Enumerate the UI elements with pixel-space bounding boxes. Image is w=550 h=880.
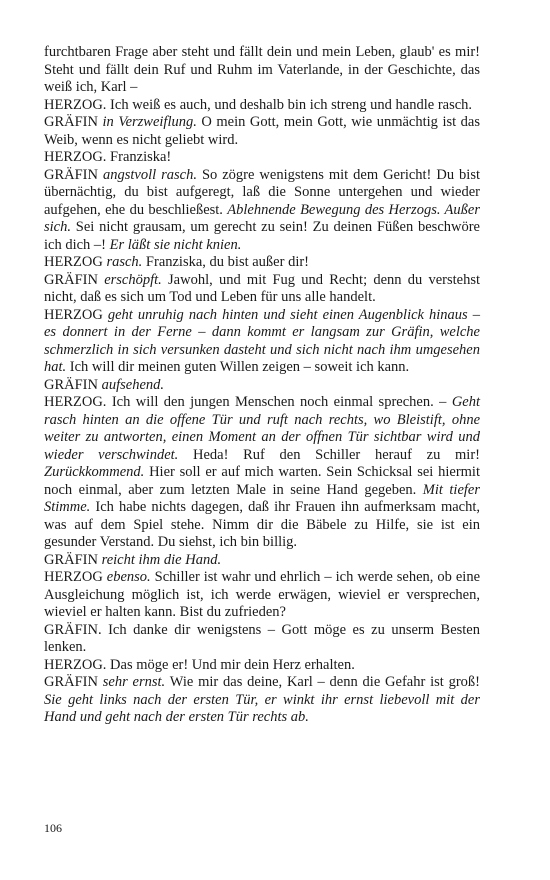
dialogue-text: Ich will dir meinen guten Willen zeigen – soweit ich kann. bbox=[66, 359, 410, 375]
stage-direction: erschöpft. bbox=[104, 271, 162, 288]
dialogue-text: HERZOG bbox=[44, 306, 108, 323]
dialogue-paragraph bbox=[44, 254, 480, 272]
dialogue-text: Heda! Ruf den Schiller herauf zu mir! bbox=[178, 446, 480, 463]
dialogue-text: GRÄFIN bbox=[44, 674, 103, 690]
dialogue-text: So zögre wenigstens mit dem Gericht! Du bist übernächtig, du bist aufgeregt, laß die Sonne untergehen und wieder aufgehen, ehe du beschließest. bbox=[44, 166, 481, 218]
stage-direction: Geht rasch hinten an die offene Tür und ruft nach rechts, wo Bleistift, ohne weiter zu antworten, einen Moment an der offnen Tür sichtbar wird und wieder verschwindet. bbox=[44, 394, 480, 463]
stage-direction: aufsehend. bbox=[101, 376, 165, 393]
dialogue-paragraph bbox=[44, 674, 480, 727]
dialogue-text: HERZOG. Franziska! bbox=[44, 149, 172, 165]
dialogue-paragraph bbox=[44, 97, 480, 115]
dialogue-text: Franziska, du bist außer dir! bbox=[142, 254, 310, 270]
dialogue-text: furchtbaren Frage aber steht und fällt dein und mein Leben, glaub' es mir! Steht und fällt dein Ruf und Ruhm im Vaterlande, in der Geschichte, das weiß ich, Karl – bbox=[44, 44, 480, 95]
dialogue-text: O mein Gott, mein Gott, wie unmächtig ist das Weib, wenn es nicht geliebt wird. bbox=[44, 114, 480, 148]
drama-text-block bbox=[44, 44, 480, 727]
dialogue-text: GRÄFIN bbox=[44, 376, 102, 393]
dialogue-text: HERZOG. Ich will den jungen Menschen noch einmal sprechen. – bbox=[44, 394, 452, 410]
stage-direction: reicht ihm die Hand. bbox=[101, 551, 222, 568]
dialogue-paragraph bbox=[44, 272, 480, 307]
dialogue-text: GRÄFIN bbox=[44, 551, 102, 568]
stage-direction: Sie geht links nach der ersten Tür, er winkt ihr ernst liebevoll mit der Hand und geht nach der ersten Tür rechts ab. bbox=[44, 691, 480, 725]
stage-direction: in Verzweiflung. bbox=[102, 114, 197, 130]
dialogue-paragraph bbox=[44, 657, 480, 675]
dialogue-paragraph bbox=[44, 114, 480, 149]
dialogue-paragraph bbox=[44, 44, 480, 97]
dialogue-paragraph bbox=[44, 552, 480, 570]
stage-direction: Er läßt sie nicht knien. bbox=[109, 236, 242, 253]
dialogue-paragraph bbox=[44, 307, 480, 377]
dialogue-paragraph bbox=[44, 569, 480, 622]
dialogue-paragraph bbox=[44, 622, 480, 657]
dialogue-text: Wie mir das deine, Karl – denn die Gefahr ist groß! bbox=[165, 674, 480, 690]
dialogue-paragraph bbox=[44, 167, 480, 255]
stage-direction: sehr ernst. bbox=[102, 674, 166, 690]
dialogue-text: Sei nicht grausam, um gerecht zu sein! Zu deinen Füßen beschwöre ich dich –! bbox=[44, 219, 480, 253]
stage-direction: rasch. bbox=[106, 254, 143, 270]
dialogue-text: GRÄFIN bbox=[44, 271, 105, 288]
page-number: 106 bbox=[44, 821, 62, 835]
dialogue-text: Ich habe nichts dagegen, daß ihr Frauen ihn aufmerksam macht, was auf dem Spiel stehe. Nimm dir die Bäbele zu Hilfe, sie ist ein gesunder Verstand. Du siehst, ich bin billig. bbox=[44, 499, 480, 550]
dialogue-text: GRÄFIN bbox=[44, 114, 103, 130]
stage-direction: Zurückkommend. bbox=[44, 464, 145, 480]
dialogue-text: Jawohl, und mit Fug und Recht; denn du verstehst nicht, daß es sich um Tod und Leben für uns alle handelt. bbox=[44, 271, 480, 305]
dialogue-text: HERZOG. Das möge er! Und mir dein Herz erhalten. bbox=[44, 656, 355, 673]
dialogue-paragraph bbox=[44, 149, 480, 167]
stage-direction: angstvoll rasch. bbox=[102, 166, 197, 183]
dialogue-text: GRÄFIN. Ich danke dir wenigstens – Gott möge es zu unserm Besten lenken. bbox=[44, 621, 480, 655]
dialogue-text: HERZOG bbox=[44, 569, 107, 585]
dialogue-text: HERZOG. Ich weiß es auch, und deshalb bin ich streng und handle rasch. bbox=[44, 96, 473, 113]
stage-direction: Mit tiefer Stimme. bbox=[44, 481, 480, 515]
stage-direction: geht unruhig nach hinten und sieht einen Augenblick hinaus – es donnert in der Ferne – dann kommt er langsam zur Gräfin, welche schmerzlich in sich versunken dasteht und sich nicht nach ihm umgesehen hat. bbox=[44, 306, 480, 375]
dialogue-text: Hier soll er auf mich warten. Sein Schicksal sei hiermit noch einmal, aber zum letzten Male in seine Hand gegeben. bbox=[44, 464, 480, 498]
dialogue-text: Schiller ist wahr und ehrlich – ich werde sehen, ob eine Ausgleichung möglich ist, ich werde erwägen, wieviel er versprechen, wieviel er halten kann. Bist du zufrieden? bbox=[44, 569, 480, 620]
dialogue-text: GRÄFIN bbox=[44, 166, 103, 183]
dialogue-paragraph bbox=[44, 394, 480, 552]
stage-direction: ebenso. bbox=[106, 569, 151, 585]
stage-direction: Ablehnende Bewegung des Herzogs. Außer sich. bbox=[44, 201, 480, 235]
dialogue-text: HERZOG bbox=[44, 254, 107, 270]
dialogue-paragraph bbox=[44, 377, 480, 395]
